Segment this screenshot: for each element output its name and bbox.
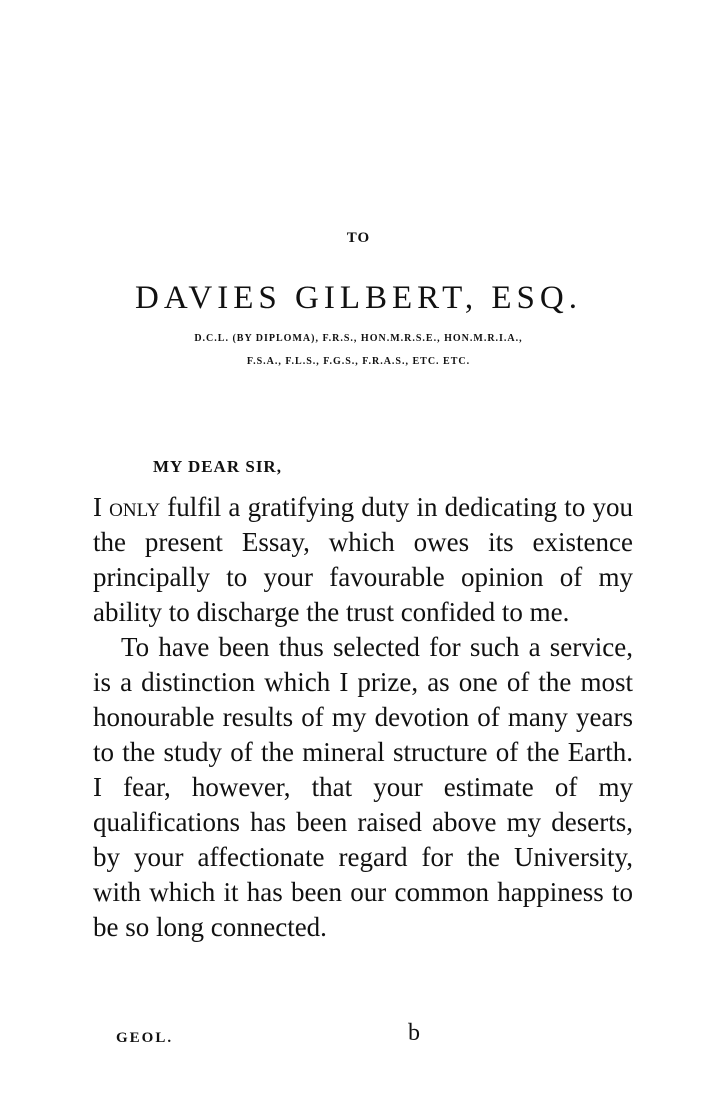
recipient-honours-line-2: F.S.A., F.L.S., F.G.S., F.R.A.S., ETC. ETC. bbox=[246, 356, 471, 367]
sheet-letter: b bbox=[408, 1020, 420, 1046]
signature-mark: GEOL. bbox=[116, 1030, 174, 1046]
paragraph-1-text: fulfil a gratifying duty in dedicating to you the present Essay, which owes its existence principally to your favourable opinion of my ability to discharge the trust confided to me. bbox=[93, 492, 634, 627]
dedication-recipient: DAVIES GILBERT, ESQ. bbox=[135, 280, 582, 316]
recipient-honours-line-1: D.C.L. (BY DIPLOMA), F.R.S., HON.M.R.S.E., HON.M.R.I.A., bbox=[194, 333, 523, 344]
letter-body bbox=[93, 490, 633, 945]
dedication-to: TO bbox=[346, 230, 371, 246]
paragraph-2: To have been thus selected for such a service, is a distinction which I prize, as one of the most honourable results of my devotion of many years to the study of the mineral structure of the Earth. I fear, however, that your estimate of my qualifications has been raised above my deserts, by your affectionate regard for the University, with which it has been our common happiness to be so long connected. bbox=[93, 632, 633, 942]
paragraph-1-lead: I only bbox=[93, 492, 161, 522]
paragraph-1 bbox=[93, 490, 633, 630]
letter-salutation: MY DEAR SIR, bbox=[153, 457, 282, 476]
